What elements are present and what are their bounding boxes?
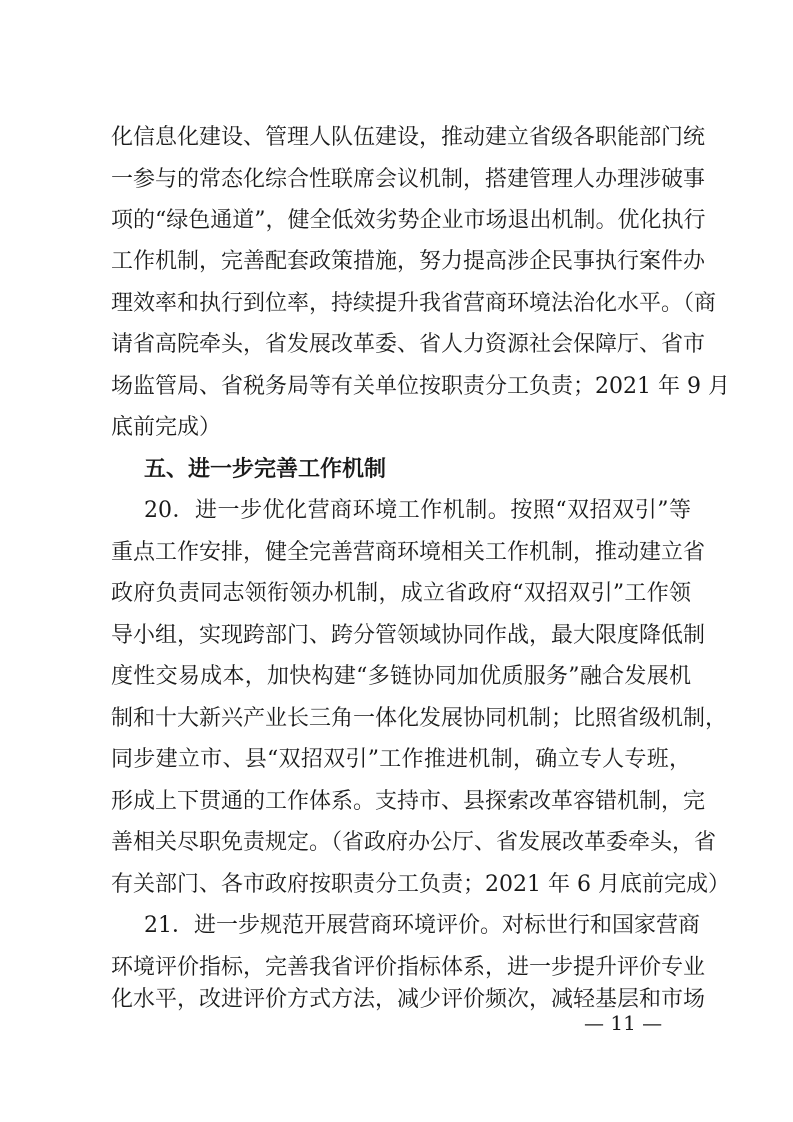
text-line: 度性交易成本，加快构建“多链协同加优质服务”融合发展机 [111,664,691,689]
text-line: 场监管局、省税务局等有关单位按职责分工负责；2021 年 9 月 [111,374,730,399]
text-line: 化水平，改进评价方式方法，减少评价频次，减轻基层和市场 [111,987,706,1012]
text-line: 一参与的常态化综合性联席会议机制，搭建管理人办理涉破事 [111,167,706,192]
text-line: 同步建立市、县“双招双引”工作推进机制，确立专人专班， [111,747,691,772]
page-number: — 11 — [584,1011,663,1035]
text-line: 政府负责同志领衔领办机制，成立省政府“双招双引”工作领 [111,581,691,606]
text-line: 形成上下贯通的工作体系。支持市、县探索改革容错机制，完 [111,789,706,814]
text-line: 请省高院牵头，省发展改革委、省人力资源社会保障厅、省市 [111,332,706,357]
text-line: 21．进一步规范开展营商环境评价。对标世行和国家营商 [144,913,700,938]
section-heading: 五、进一步完善工作机制 [144,457,387,482]
text-line: 制和十大新兴产业长三角一体化发展协同机制；比照省级机制， [111,706,728,731]
text-line: 善相关尽职免责规定。（省政府办公厅、省发展改革委牵头，省 [111,830,717,855]
text-line: 工作机制，完善配套政策措施，努力提高涉企民事执行案件办 [111,249,706,274]
text-line: 项的“绿色通道”，健全低效劣势企业市场退出机制。优化执行 [111,208,706,233]
text-line: 重点工作安排，健全完善营商环境相关工作机制，推动建立省 [111,540,706,565]
text-line: 导小组，实现跨部门、跨分管领域协同作战，最大限度降低制 [111,623,706,648]
text-line: 20．进一步优化营商环境工作机制。按照“双招双引”等 [144,498,691,523]
text-line: 环境评价指标，完善我省评价指标体系，进一步提升评价专业 [111,955,706,980]
text-line: 底前完成） [111,415,222,440]
text-line: 理效率和执行到位率，持续提升我省营商环境法治化水平。（商 [111,291,717,316]
text-line: 有关部门、各市政府按职责分工负责；2021 年 6 月底前完成） [111,872,730,897]
text-line: 化信息化建设、管理人队伍建设，推动建立省级各职能部门统 [111,125,706,150]
